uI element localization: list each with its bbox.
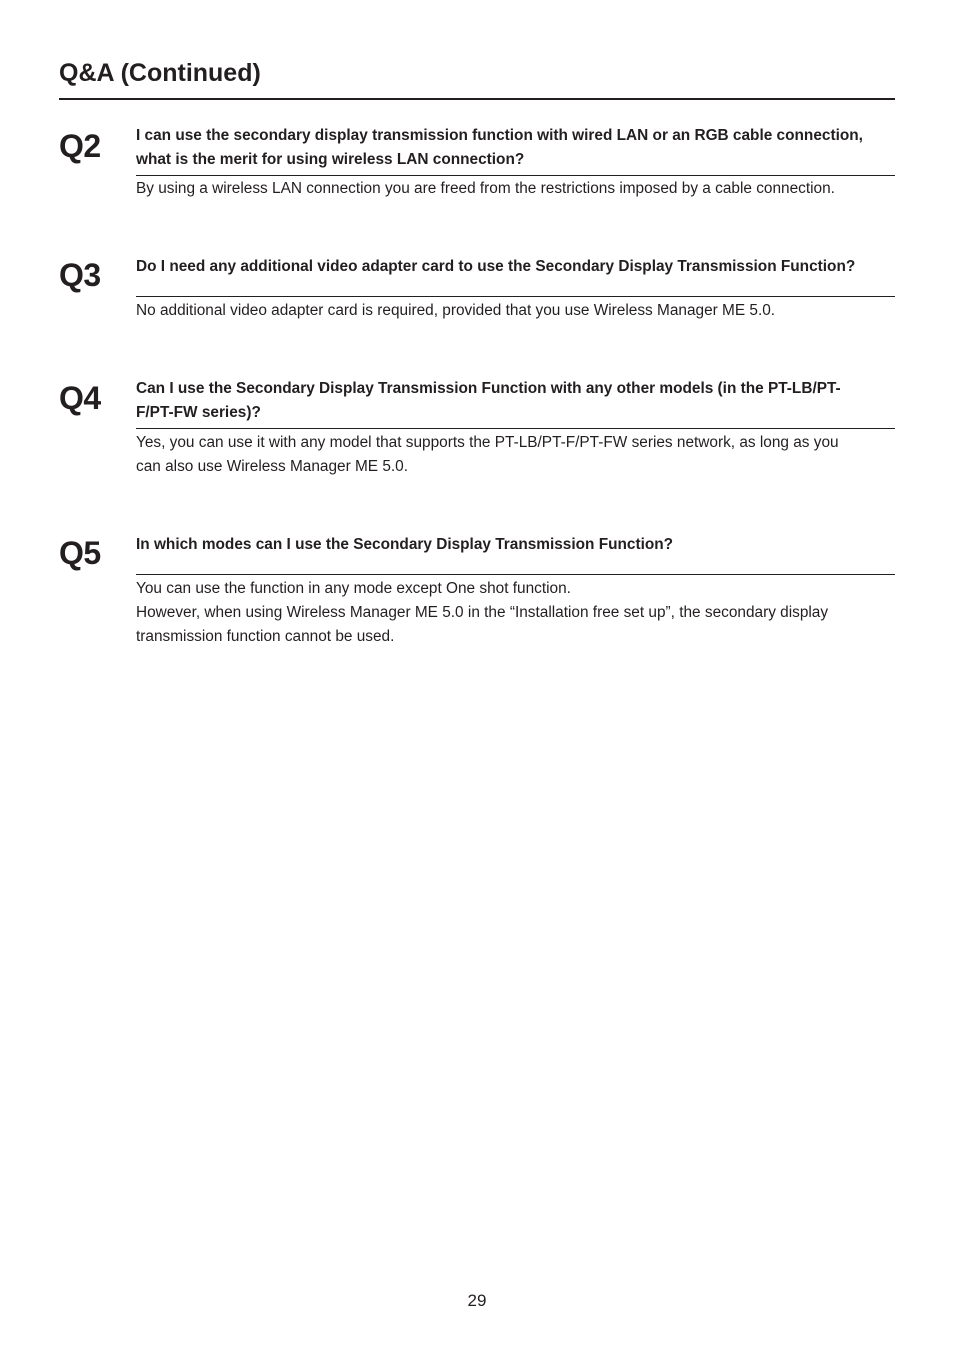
question-divider bbox=[136, 296, 895, 297]
answer-text bbox=[136, 577, 898, 649]
question-text bbox=[136, 255, 898, 279]
answer-line: You can use the function in any mode except One shot function. bbox=[136, 580, 571, 597]
question-line: Can I use the Secondary Display Transmission Function with any other models (in the PT-LB/PT- bbox=[136, 380, 841, 397]
question-divider bbox=[136, 175, 895, 176]
question-line: Do I need any additional video adapter card to use the Secondary Display Transmission Function? bbox=[136, 258, 856, 275]
answer-line: By using a wireless LAN connection you are freed from the restrictions imposed by a cable connection. bbox=[136, 180, 835, 197]
question-text bbox=[136, 124, 898, 172]
question-divider bbox=[136, 574, 895, 575]
answer-line: No additional video adapter card is required, provided that you use Wireless Manager ME 5.0. bbox=[136, 302, 776, 319]
question-divider bbox=[136, 428, 895, 429]
question-line: In which modes can I use the Secondary Display Transmission Function? bbox=[136, 536, 674, 553]
question-number: Q4 bbox=[59, 380, 101, 416]
question-number: Q5 bbox=[59, 535, 101, 571]
page-number: 29 bbox=[467, 1291, 487, 1310]
answer-line: transmission function cannot be used. bbox=[136, 628, 395, 645]
question-line: I can use the secondary display transmission function with wired LAN or an RGB cable connection, bbox=[136, 127, 863, 144]
answer-line: can also use Wireless Manager ME 5.0. bbox=[136, 458, 409, 475]
answer-text bbox=[136, 299, 898, 323]
question-text bbox=[136, 377, 898, 425]
question-line: what is the merit for using wireless LAN connection? bbox=[136, 151, 525, 168]
question-number: Q3 bbox=[59, 257, 101, 293]
answer-text bbox=[136, 431, 898, 479]
title-divider bbox=[59, 98, 895, 100]
question-text bbox=[136, 533, 898, 557]
question-number: Q2 bbox=[59, 128, 101, 164]
answer-line: However, when using Wireless Manager ME 5.0 in the “Installation free set up”, the secondary display bbox=[136, 604, 829, 621]
page-title: Q&A (Continued) bbox=[59, 59, 261, 87]
answer-line: Yes, you can use it with any model that supports the PT-LB/PT-F/PT-FW series network, as long as you bbox=[136, 434, 839, 451]
answer-text bbox=[136, 177, 898, 201]
question-line: F/PT-FW series)? bbox=[136, 404, 261, 421]
